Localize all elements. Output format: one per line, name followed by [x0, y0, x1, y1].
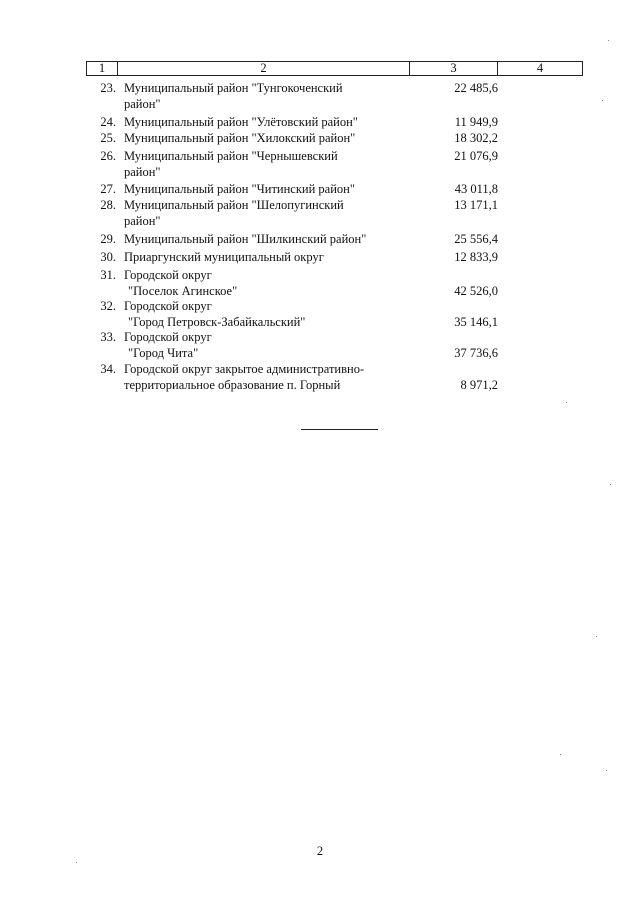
end-divider-line [301, 429, 378, 430]
scan-speck [610, 484, 611, 485]
scan-speck [596, 636, 597, 637]
row-value: 8 971,2 [460, 377, 498, 392]
row-name-line: Городской округ [124, 330, 212, 344]
row-number: 28. [100, 198, 116, 212]
header-col-2: 2 [118, 62, 410, 75]
row-name [124, 362, 414, 393]
row-value: 42 526,0 [454, 283, 498, 298]
row-name-line: Приаргунский муниципальный округ [124, 250, 324, 264]
row-number: 33. [100, 330, 116, 344]
row-value: 13 171,1 [454, 198, 498, 212]
row-name-line: Городской округ [124, 299, 212, 313]
scan-speck [606, 770, 607, 771]
scan-speck [602, 100, 603, 101]
row-name [124, 250, 414, 266]
row-value: 22 485,6 [454, 81, 498, 95]
row-name [124, 232, 414, 248]
row-name-line: район" [124, 213, 161, 228]
row-name-line: район" [124, 96, 161, 111]
row-name-line: территориальное образование п. Горный [124, 377, 341, 392]
scan-speck [608, 40, 609, 41]
row-value: 12 833,9 [454, 250, 498, 264]
row-number: 29. [100, 232, 116, 246]
header-col-4: 4 [536, 61, 544, 75]
row-number: 34. [100, 362, 116, 376]
row-value: 37 736,6 [454, 345, 498, 360]
row-name-line: Муниципальный район "Чернышевский [124, 149, 338, 163]
row-name [124, 115, 414, 131]
row-name-line: "Город Чита" [128, 345, 199, 360]
row-name [124, 268, 414, 299]
header-col-1: 1 [87, 62, 118, 75]
row-number: 30. [100, 250, 116, 264]
row-name-line: район" [124, 164, 161, 179]
row-number: 31. [100, 268, 116, 282]
row-name-line: "Город Петровск-Забайкальский" [128, 314, 306, 329]
row-name [124, 81, 414, 112]
row-number: 32. [100, 299, 116, 313]
row-number: 26. [100, 149, 116, 163]
page-number: 2 [316, 844, 324, 858]
row-name-line: "Поселок Агинское" [128, 283, 238, 298]
scan-speck [566, 402, 567, 403]
row-name [124, 149, 414, 180]
row-name-line: Муниципальный район "Тунгокоченский [124, 81, 343, 95]
row-name-line: Муниципальный район "Улётовский район" [124, 115, 358, 129]
row-number: 27. [100, 182, 116, 196]
row-name [124, 131, 414, 147]
scan-speck [560, 754, 561, 755]
row-value: 35 146,1 [454, 314, 498, 329]
row-name [124, 299, 414, 330]
row-name [124, 330, 414, 361]
scan-speck [76, 862, 77, 863]
header-col-3: 3 [410, 62, 498, 75]
row-value: 25 556,4 [454, 232, 498, 246]
row-number: 25. [100, 131, 116, 145]
row-name-line: Муниципальный район "Шилкинский район" [124, 232, 367, 246]
row-value: 43 011,8 [454, 182, 498, 196]
row-name [124, 182, 414, 198]
row-name-line: Муниципальный район "Хилокский район" [124, 131, 356, 145]
row-number: 23. [100, 81, 116, 95]
row-value: 21 076,9 [454, 149, 498, 163]
row-name-line: Муниципальный район "Читинский район" [124, 182, 355, 196]
row-number: 24. [100, 115, 116, 129]
row-value: 11 949,9 [454, 115, 498, 129]
row-name [124, 198, 414, 229]
row-name-line: Городской округ [124, 268, 212, 282]
row-name-line: Городской округ закрытое административно- [124, 362, 365, 376]
row-value: 18 302,2 [454, 131, 498, 145]
row-name-line: Муниципальный район "Шелопугинский [124, 198, 344, 212]
